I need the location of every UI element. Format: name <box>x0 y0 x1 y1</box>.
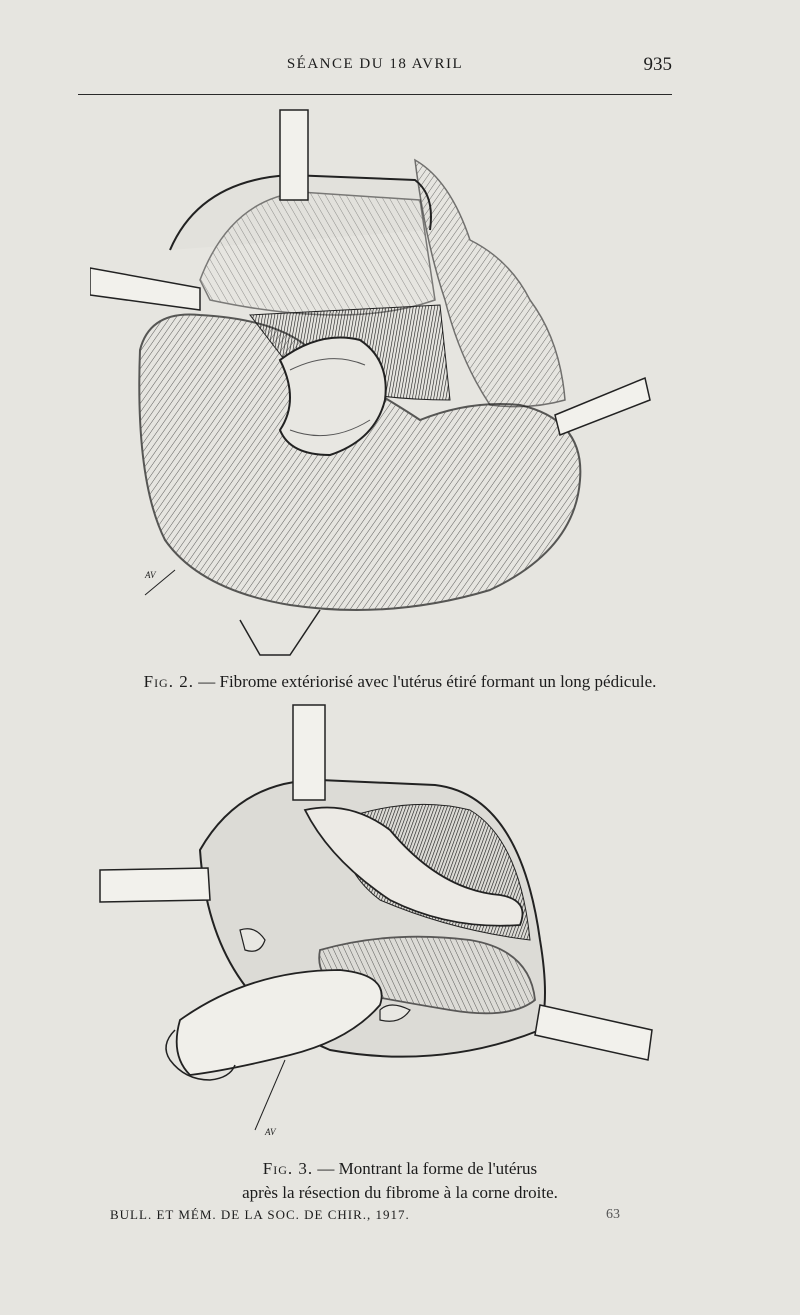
page-number: 935 <box>643 54 672 75</box>
figure-3-caption-line2: après la résection du fibrome à la corne droite. <box>242 1183 558 1202</box>
page-header <box>78 48 672 95</box>
figure-2-illustration <box>90 100 670 660</box>
figure-2-drawing <box>90 100 670 660</box>
figure-3-caption-line1: — Montrant la forme de l'utérus <box>313 1159 538 1178</box>
retractor-left-icon <box>100 868 210 902</box>
page-footer <box>110 1207 620 1223</box>
figure-2-signature: AV <box>145 570 156 580</box>
sheet-number: 63 <box>606 1207 620 1222</box>
figure-3-illustration <box>90 700 670 1150</box>
retractor-top-icon <box>293 705 325 800</box>
retractor-top-icon <box>280 110 308 200</box>
retractor-right-icon <box>535 1005 652 1060</box>
figure-3-drawing <box>90 700 670 1150</box>
figure-3-label: Fig. 3. <box>262 1159 314 1178</box>
journal-citation: BULL. ET MÉM. DE LA SOC. DE CHIR., 1917. <box>110 1207 410 1222</box>
figure-2-caption <box>40 672 760 692</box>
retractor-left-icon <box>90 268 200 310</box>
figure-2-label: Fig. 2. <box>143 672 194 691</box>
figure-3-signature: AV <box>265 1127 276 1137</box>
figure-3-caption <box>40 1157 760 1205</box>
retractor-right-icon <box>555 378 650 435</box>
running-title: SÉANCE DU 18 AVRIL <box>286 56 464 72</box>
figure-2-caption-text: — Fibrome extériorisé avec l'utérus étiré formant un long pédicule. <box>193 672 657 691</box>
